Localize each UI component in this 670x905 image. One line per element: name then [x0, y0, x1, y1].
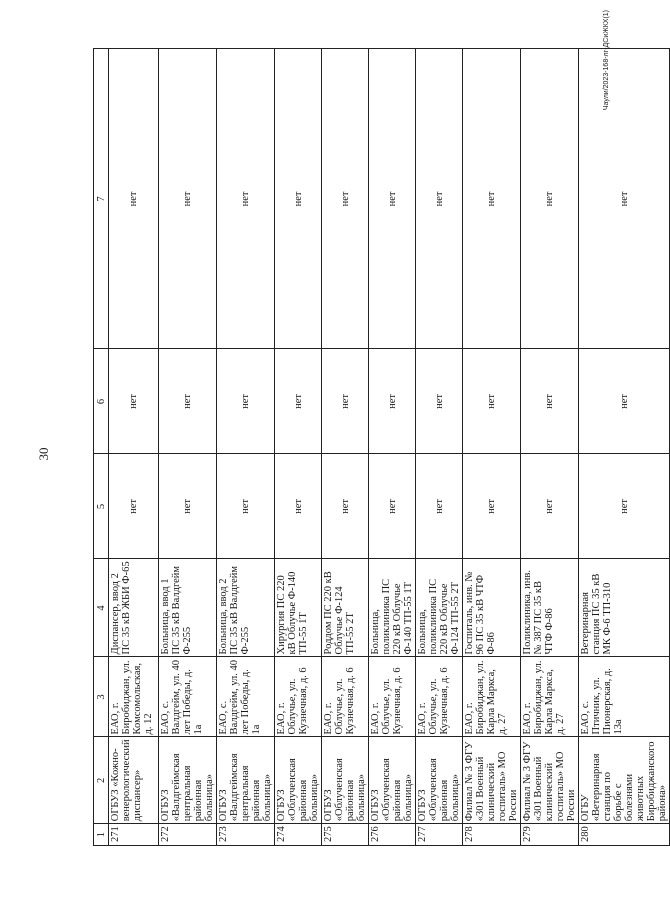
column-header: 7: [94, 49, 109, 349]
column-6-cell: нет: [109, 349, 159, 454]
object-cell: Больница, поликлиника ПС 220 кВ Облучье Ф-140 ТП-55 1Т: [369, 559, 416, 657]
address-cell: ЕАО, с. Птичник, ул. Пионерская, д. 13а: [579, 657, 670, 737]
organization-cell: ОГБУЗ «Облученская районная больница»: [275, 737, 322, 824]
column-7-cell: нет: [416, 49, 463, 349]
column-6-cell: нет: [579, 349, 670, 454]
column-6-cell: нет: [369, 349, 416, 454]
column-7-cell: нет: [109, 49, 159, 349]
row-number: 273: [217, 824, 275, 846]
table-row: [275, 49, 322, 846]
row-number: 278: [463, 824, 521, 846]
column-header: 6: [94, 349, 109, 454]
facilities-table: [93, 48, 670, 846]
column-header: 4: [94, 559, 109, 657]
address-cell: ЕАО, г. Облучье, ул. Кузнечная, д. 6: [369, 657, 416, 737]
object-cell: Больница, поликлиника ПС 220 кВ Облучье Ф-124 ТП-55 2Т: [416, 559, 463, 657]
row-number: 272: [159, 824, 217, 846]
column-header: 1: [94, 824, 109, 846]
column-5-cell: нет: [275, 454, 322, 559]
table-row: [109, 49, 159, 846]
column-7-cell: нет: [217, 49, 275, 349]
column-5-cell: нет: [322, 454, 369, 559]
column-7-cell: нет: [463, 49, 521, 349]
table-row: [159, 49, 217, 846]
document-code: Чаули/2023-168-лг-ДСиЖКХ(1): [603, 10, 610, 111]
organization-cell: ОГБУЗ «Валдгеймская центральная районная больница»: [159, 737, 217, 824]
column-7-cell: нет: [322, 49, 369, 349]
column-5-cell: нет: [159, 454, 217, 559]
object-cell: Поликлиника, инв. № 387 ПС 35 кВ ЧТФ Ф-86: [521, 559, 579, 657]
column-5-cell: нет: [463, 454, 521, 559]
row-number: 271: [109, 824, 159, 846]
row-number: 276: [369, 824, 416, 846]
table-row: [416, 49, 463, 846]
organization-cell: ОГБУЗ «Кожно-венерологический диспансер»: [109, 737, 159, 824]
column-5-cell: нет: [521, 454, 579, 559]
object-cell: Хирургия ПС 220 кВ Облучье Ф-140 ТП-55 1Т: [275, 559, 322, 657]
object-cell: Роддом ПС 220 кВ Облучье Ф-124 ТП-55 2Т: [322, 559, 369, 657]
column-7-cell: нет: [159, 49, 217, 349]
object-cell: Диспансер, ввод 2 ПС 35 кВ ЖБИ Ф-65: [109, 559, 159, 657]
address-cell: ЕАО, г. Облучье, ул. Кузнечная, д. 6: [275, 657, 322, 737]
column-5-cell: нет: [369, 454, 416, 559]
column-6-cell: нет: [275, 349, 322, 454]
column-7-cell: нет: [275, 49, 322, 349]
column-5-cell: нет: [109, 454, 159, 559]
object-cell: Госпиталь, инв. № 96 ПС 35 кВ ЧТФ Ф-86: [463, 559, 521, 657]
organization-cell: Филиал № 3 ФГУ «301 Военный клинический госпиталь» МО России: [521, 737, 579, 824]
organization-cell: ОГБУЗ «Облученская районная больница»: [322, 737, 369, 824]
address-cell: ЕАО, г. Облучье, ул. Кузнечная, д. 6: [322, 657, 369, 737]
column-5-cell: нет: [579, 454, 670, 559]
table-row: [521, 49, 579, 846]
address-cell: ЕАО, г. Биробиджан, ул. Карла Маркса, д. 27: [463, 657, 521, 737]
table-header-row: [94, 49, 109, 846]
column-6-cell: нет: [521, 349, 579, 454]
row-number: 280: [579, 824, 670, 846]
address-cell: ЕАО, с. Валдгейм, ул. 40 лет Победы, д. 1а: [159, 657, 217, 737]
column-7-cell: нет: [579, 49, 670, 349]
table-row: [217, 49, 275, 846]
organization-cell: ОГБУЗ «Валдгеймская центральная районная больница»: [217, 737, 275, 824]
row-number: 279: [521, 824, 579, 846]
address-cell: ЕАО, г. Биробиджан, ул. Карла Маркса, д. 27: [521, 657, 579, 737]
table-row: [463, 49, 521, 846]
address-cell: ЕАО, г. Биробиджан, ул. Комсомольская, д. 12: [109, 657, 159, 737]
column-6-cell: нет: [416, 349, 463, 454]
column-6-cell: нет: [322, 349, 369, 454]
table-row: [579, 49, 670, 846]
page-number: 30: [36, 447, 51, 461]
column-header: 2: [94, 737, 109, 824]
column-5-cell: нет: [217, 454, 275, 559]
column-header: 3: [94, 657, 109, 737]
row-number: 277: [416, 824, 463, 846]
organization-cell: Филиал № 3 ФГУ «301 Военный клинический госпиталь» МО России: [463, 737, 521, 824]
column-6-cell: нет: [217, 349, 275, 454]
table-row: [369, 49, 416, 846]
column-6-cell: нет: [463, 349, 521, 454]
object-cell: Больница, ввод 2 ПС 35 кВ Валдгейм Ф-255: [217, 559, 275, 657]
table-row: [322, 49, 369, 846]
column-5-cell: нет: [416, 454, 463, 559]
column-7-cell: нет: [369, 49, 416, 349]
column-7-cell: нет: [521, 49, 579, 349]
organization-cell: ОГБУЗ «Облученская районная больница»: [369, 737, 416, 824]
row-number: 274: [275, 824, 322, 846]
row-number: 275: [322, 824, 369, 846]
address-cell: ЕАО, г. Облучье, ул. Кузнечная, д. 6: [416, 657, 463, 737]
organization-cell: ОГБУ «Ветеринарная станция по борьбе с болезнями животных Биробиджанского района»: [579, 737, 670, 824]
column-header: 5: [94, 454, 109, 559]
address-cell: ЕАО, с. Валдгейм, ул. 40 лет Победы, д. 1а: [217, 657, 275, 737]
object-cell: Больница, ввод 1 ПС 35 кВ Валдгейм Ф-255: [159, 559, 217, 657]
organization-cell: ОГБУЗ «Облученская районная больница»: [416, 737, 463, 824]
column-6-cell: нет: [159, 349, 217, 454]
object-cell: Ветеринарная станция ПС 35 кВ МК Ф-6 ТП-310: [579, 559, 670, 657]
